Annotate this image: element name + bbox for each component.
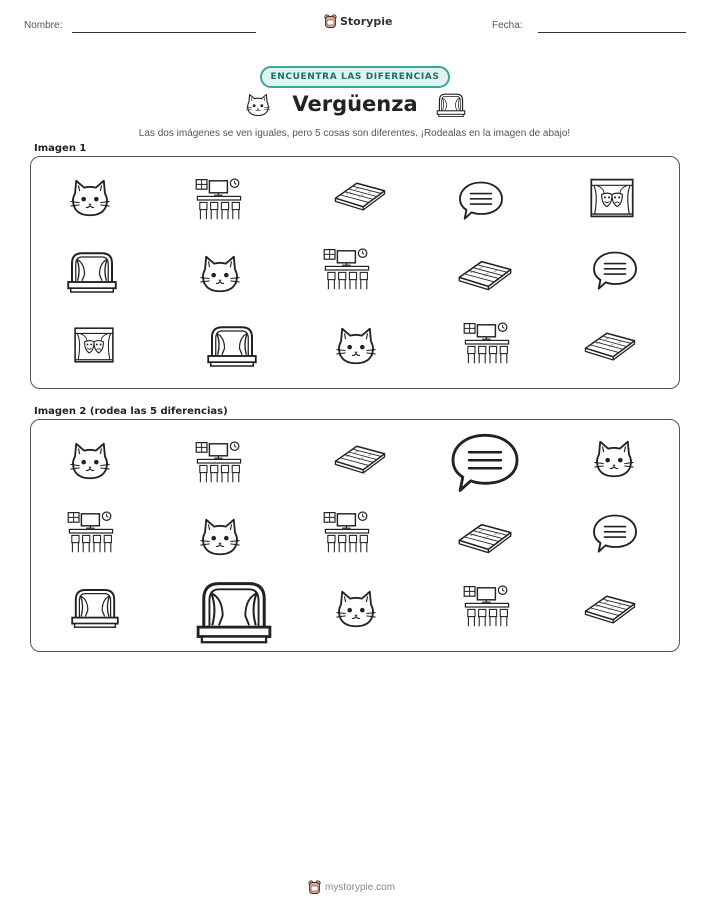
- speech-bubble-icon: [457, 179, 505, 221]
- theater-masks-icon: [73, 325, 115, 365]
- name-line[interactable]: [72, 32, 256, 33]
- brand-name: Storypie: [340, 15, 393, 28]
- bear-logo-icon: [308, 880, 321, 895]
- title-cat-icon: [244, 92, 272, 123]
- speech-bubble-icon: [591, 512, 639, 554]
- stage-icon: [207, 323, 257, 369]
- classroom-icon: [195, 177, 243, 223]
- wood-board-icon: [457, 257, 513, 291]
- classroom-icon: [323, 247, 371, 293]
- instructions: Las dos imágenes se ven iguales, pero 5 cosas son diferentes. ¡Rodealas en la imagen de abajo!: [138, 128, 571, 139]
- classroom-icon: [463, 584, 511, 630]
- date-line[interactable]: [538, 32, 686, 33]
- cat-icon: [333, 325, 379, 367]
- page-title: Vergüenza: [292, 92, 418, 116]
- image1-label: Imagen 1: [34, 143, 87, 154]
- brand: [324, 14, 392, 29]
- title-stage-icon: [436, 92, 466, 123]
- date-label: Fecha:: [492, 20, 523, 31]
- cat-icon: [67, 177, 113, 219]
- footer: [308, 880, 395, 895]
- classroom-icon: [67, 510, 115, 556]
- image1-frame: [30, 156, 680, 389]
- speech-bubble-icon: [591, 249, 639, 291]
- cat-icon: [67, 440, 113, 482]
- theater-masks-icon: [589, 177, 635, 219]
- stage-icon: [67, 249, 117, 295]
- cat-icon: [591, 438, 637, 480]
- stage-icon: [71, 586, 119, 630]
- bear-logo-icon: [324, 14, 337, 29]
- footer-site[interactable]: mystorypie.com: [325, 882, 396, 893]
- image2-frame: [30, 419, 680, 652]
- cat-icon: [333, 588, 379, 630]
- speech-bubble-icon: [449, 430, 521, 494]
- activity-badge: ENCUENTRA LAS DIFERENCIAS: [260, 66, 450, 88]
- name-label: Nombre:: [24, 20, 63, 31]
- wood-board-icon: [583, 329, 637, 361]
- wood-board-icon: [333, 179, 387, 211]
- wood-board-icon: [333, 442, 387, 474]
- stage-icon: [195, 578, 273, 646]
- cat-icon: [197, 253, 243, 295]
- wood-board-icon: [583, 592, 637, 624]
- classroom-icon: [195, 440, 243, 486]
- wood-board-icon: [457, 520, 513, 554]
- image2-label: Imagen 2 (rodea las 5 diferencias): [34, 406, 228, 417]
- classroom-icon: [323, 510, 371, 556]
- cat-icon: [197, 516, 243, 558]
- classroom-icon: [463, 321, 511, 367]
